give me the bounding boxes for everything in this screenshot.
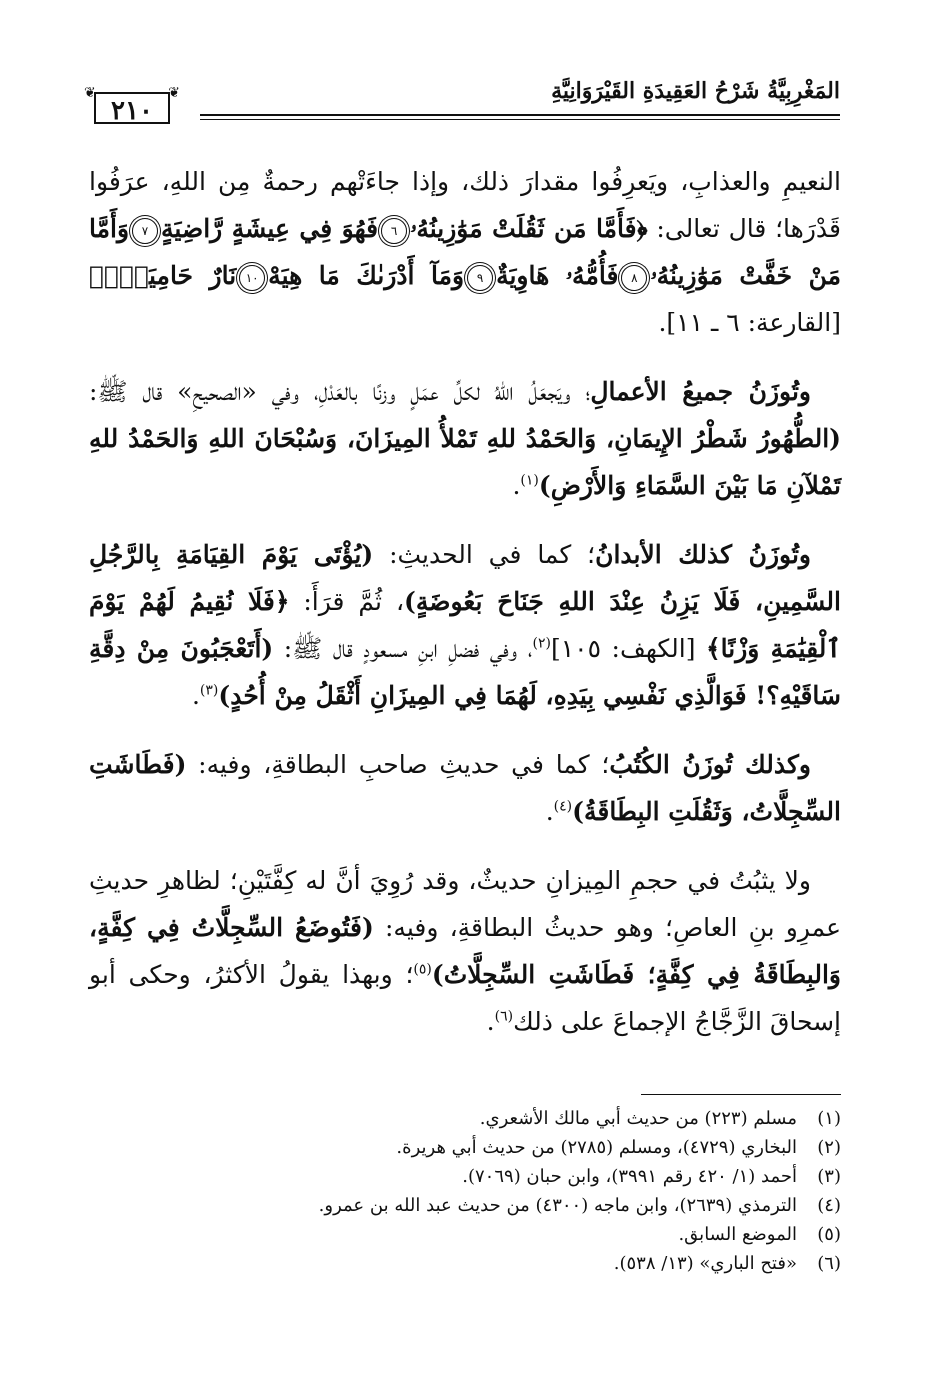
page-header xyxy=(80,60,840,130)
hadith-text: (أَتَعْجَبُونَ مِنْ دِقَّةِ سَاقَيْهِ؟! فَوَالَّذِي نَفْسِي بِيَدِهِ، لَهُمَا فِي المِيزَانِ أَثْقَلُ مِنْ أُحُدٍ) xyxy=(89,634,841,710)
footnote-text: الموضع السابق. xyxy=(678,1224,797,1245)
footnote-text: الترمذي (٢٦٣٩)، وابن ماجه (٤٣٠٠) من حديث عبد الله بن عمرو. xyxy=(318,1195,797,1216)
paragraph-heading: وكذلك xyxy=(732,750,811,779)
footnote-ref[interactable]: (٦) xyxy=(494,1008,514,1025)
footnote-separator xyxy=(641,1094,841,1095)
header-rule xyxy=(200,114,840,116)
quran-verse: وَأَمَّا مَنْ خَفَّتْ مَوَٰزِينُهُۥ xyxy=(89,214,841,290)
paragraph-heading-emphasis: تُوزَنُ الكُتُبُ xyxy=(609,750,733,779)
footnote xyxy=(89,1191,841,1220)
quran-verse: فَهُوَ فِي عِيشَةٍ رَّاضِيَةٍ xyxy=(161,214,379,243)
text: ؛ كما في الحديثِ: xyxy=(373,540,596,569)
footnote xyxy=(89,1104,841,1133)
footnote-ref[interactable]: (١) xyxy=(520,472,539,489)
quran-verse: فَأُمُّهُۥ هَاوِيَةٌ xyxy=(496,261,619,290)
quran-reference: [الكهف: ١٠٥] xyxy=(550,634,707,663)
footnote-number: (٥) xyxy=(817,1224,841,1245)
main-text xyxy=(89,158,841,1067)
text: النعيمِ والعذابِ، ويَعرِفُوا مقدارَ ذلك، وإذا جاءَتْهم رحمةٌ مِن اللهِ، عرَفُوا قَدْرَها؛ قال تعالى: xyxy=(89,167,841,243)
text: ؛ وبهذا يقولُ الأكثرُ، وحكى أبو إسحاقَ الزَّجَّاجُ الإجماعَ على ذلك xyxy=(89,960,841,1036)
hadith-text: (يُؤْتَى يَوْمَ القِيَامَةِ بِالرَّجُلِ السَّمِينِ، فَلَا يَزِنُ عِنْدَ اللهِ جَنَاحَ بَعُوضَةٍ) xyxy=(89,540,841,616)
text: . xyxy=(486,1007,495,1036)
ayah-number: ٦ xyxy=(381,218,407,244)
quran-verse: ﴿فَأَمَّا مَن ثَقُلَتْ مَوَٰزِينُهُۥ xyxy=(410,214,648,243)
footnote-ref[interactable]: (٣) xyxy=(199,682,219,699)
text: . xyxy=(545,797,554,826)
footnote-number: (١) xyxy=(817,1108,841,1129)
hadith-text: (فَطَاشَتِ السِّجِلَّاتُ، وَثَقُلَتِ البِطَاقَةُ) xyxy=(89,750,841,826)
footnote-number: (٤) xyxy=(817,1195,841,1216)
text: ، وفي فضلِ ابنِ مسعودٍ قال ﷺ: xyxy=(273,634,533,663)
footnote-ref[interactable]: (٢) xyxy=(532,635,551,652)
footnote-ref[interactable]: (٥) xyxy=(413,961,432,978)
text: . xyxy=(512,471,521,500)
text: ؛ ويَجعَلُ اللهُ لكلِّ عمَلٍ وزنًا بالعَدْلِ، وفي «الصحيحِ» قال ﷺ: xyxy=(89,377,591,406)
text: ولا يثبُتُ في حجمِ المِيزانِ حديثٌ، وقد رُوِيَ أنَّ له كِفَّتَيْنِ؛ لظاهرِ حديثِ عمرِو بنِ العاصِ؛ وهو حديثُ البطاقةِ، وفيه: xyxy=(89,866,841,942)
quran-reference: [القارعة: ٦ ـ ١١]. xyxy=(658,308,841,337)
text: ، ثُمَّ قرَأَ: xyxy=(289,587,405,616)
ayah-number: ٧ xyxy=(132,218,158,244)
text: . xyxy=(191,681,200,710)
quran-verse: نَارٌ حَامِيَةٌۢ﴾ xyxy=(89,261,237,290)
footnote xyxy=(89,1220,841,1249)
hadith-text: (فَتُوضَعُ السِّجِلَّاتُ فِي كِفَّةٍ، وَالبِطَاقَةُ فِي كِفَّةٍ؛ فَطَاشَتِ السِّجِلَّاتُ) xyxy=(89,913,841,989)
hadith-text: (الطُّهُورُ شَطْرُ الإِيمَانِ، وَالحَمْدُ للهِ تَمْلأُ المِيزَانَ، وَسُبْحَانَ اللهِ وَالحَمْدُ للهِ تَمْلآنِ مَا بَيْنَ السَّمَاءِ وَالأَرْضِ) xyxy=(89,424,842,500)
page-number: ٢١٠ xyxy=(111,96,153,126)
ornament-icon: ❦ xyxy=(84,85,96,101)
footnote-text: البخاري (٤٧٢٩)، ومسلم (٢٧٨٥) من حديث أبي هريرة. xyxy=(396,1137,797,1158)
text: ؛ كما في حديثِ صاحبِ البطاقةِ، وفيه: xyxy=(186,750,610,779)
footnote-text: أحمد (١/ ٤٢٠ رقم ٣٩٩١)، وابن حبان (٧٠٦٩). xyxy=(462,1166,797,1187)
footnote-ref[interactable]: (٤) xyxy=(553,798,573,815)
header-rule-thin xyxy=(200,119,840,120)
footnote-number: (٢) xyxy=(817,1137,841,1158)
ayah-number: ٩ xyxy=(467,265,493,291)
footnote xyxy=(89,1162,841,1191)
footnote-number: (٣) xyxy=(817,1166,841,1187)
paragraph-4 xyxy=(89,741,841,835)
footnote-text: مسلم (٢٢٣) من حديث أبي مالك الأشعري. xyxy=(479,1108,797,1129)
footnote-number: (٦) xyxy=(817,1253,841,1274)
quran-verse: وَمَآ أَدْرَىٰكَ مَا هِيَهْ xyxy=(268,261,465,290)
paragraph-heading: وتُوزَنُ جميعُ الأعمالِ xyxy=(590,377,811,406)
ayah-number: ٨ xyxy=(621,265,647,291)
footnote-text: «فتح الباري» (١٣/ ٥٣٨). xyxy=(613,1253,797,1274)
footnote xyxy=(89,1133,841,1162)
paragraph-heading: وتُوزَنُ كذلك الأبدانُ xyxy=(595,540,811,569)
quran-verse: ﴿فَلَا نُقِيمُ لَهُمْ يَوْمَ ٱلْقِيَٰمَةِ وَزْنًا﴾ xyxy=(89,587,841,663)
paragraph-5 xyxy=(89,857,841,1045)
paragraph-1 xyxy=(89,158,841,346)
paragraph-2 xyxy=(89,368,841,509)
paragraph-3 xyxy=(89,531,841,719)
footnote xyxy=(89,1249,841,1278)
ayah-number: ١٠ xyxy=(239,265,265,291)
page-number-frame xyxy=(80,86,184,126)
footnotes xyxy=(89,1104,841,1278)
book-title: المَغْرِبِيَّةُ شَرْحُ العَقِيدَةِ القَيْرَوَانِيَّةِ xyxy=(551,78,840,104)
ornament-icon: ❦ xyxy=(168,85,180,101)
